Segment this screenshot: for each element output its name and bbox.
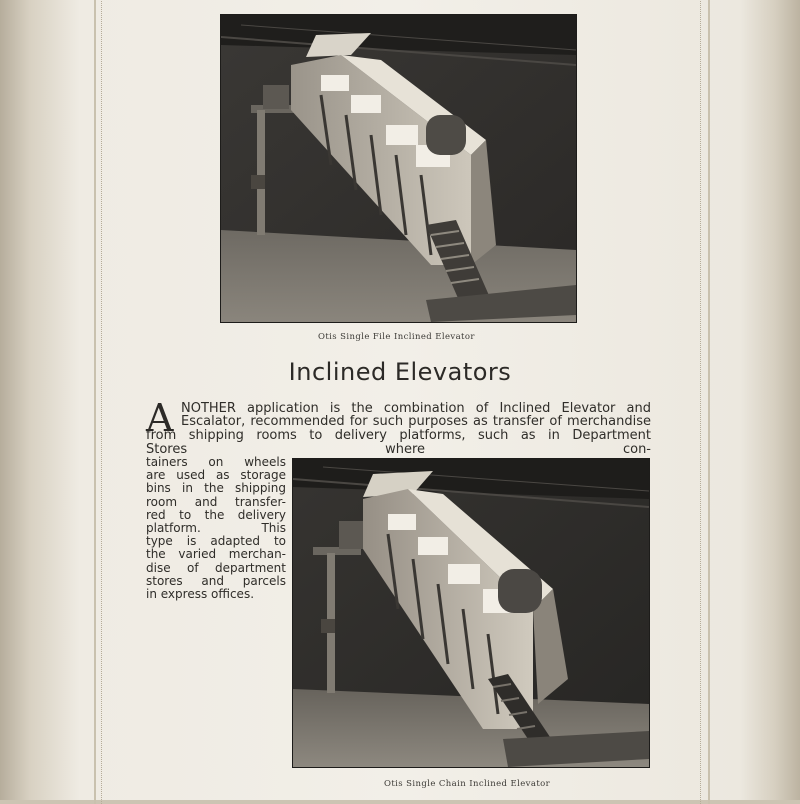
body-line: are used as storage [146,468,286,483]
body-line: the varied merchan- [146,547,286,562]
body-line: NOTHER application is the combination of Inclined Elevator and [181,401,651,416]
page-heading: Inclined Elevators [288,358,512,386]
caption-bottom-photo: Otis Single Chain Inclined Elevator [384,779,551,789]
body-line: tainers on wheels [146,455,286,469]
body-line: in express offices. [146,587,255,602]
body-line: bins in the shipping [146,481,286,496]
body-line: type is adapted to [146,534,286,549]
body-line: platform. This [146,521,286,536]
photo-single-chain-inclined-elevator [292,458,650,768]
drop-cap: A [146,396,174,440]
body-line: red to the delivery [146,507,286,522]
body-line: dise of department [146,560,286,575]
photo-single-file-inclined-elevator [220,14,577,323]
body-line: from shipping rooms to delivery platforms, such as in Department [146,428,651,443]
caption-top-photo: Otis Single File Inclined Elevator [318,332,475,342]
body-line: stores and parcels [146,573,286,588]
body-line: room and transfer- [146,494,286,509]
body-side-column [146,456,286,601]
body-line: Escalator, recommended for such purposes as transfer of merchandise [181,414,651,429]
body-line: Stores where con- [146,442,651,457]
